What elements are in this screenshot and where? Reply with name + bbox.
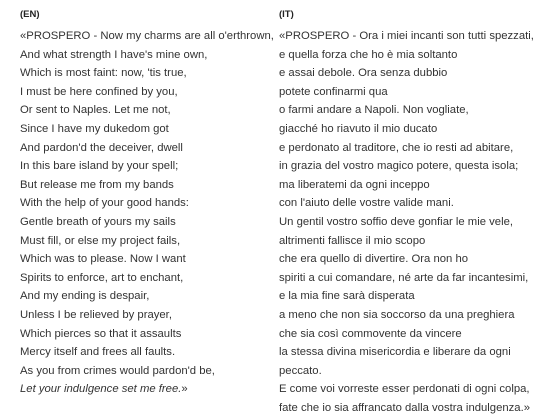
english-line: Spirits to enforce, art to enchant, xyxy=(20,271,184,284)
italian-line: E come voi vorreste esser perdonati di ogni colpa, xyxy=(279,383,530,396)
english-column xyxy=(20,6,274,399)
italian-line: ma liberatemi da ogni inceppo xyxy=(279,178,430,191)
english-line: I must be here confined by you, xyxy=(20,85,178,98)
italian-line: o farmi andare a Napoli. Non vogliate, xyxy=(279,104,469,117)
english-line: Or sent to Naples. Let me not, xyxy=(20,104,171,117)
english-line: With the help of your good hands: xyxy=(20,197,189,210)
italian-line: con l'aiuto delle vostre valide mani. xyxy=(279,197,454,210)
italian-line: che sia così commovente da vincere xyxy=(279,327,462,340)
english-line: And pardon'd the deceiver, dwell xyxy=(20,141,183,154)
english-line: «PROSPERO - Now my charms are all o'erthrown, xyxy=(20,30,274,42)
italian-line: peccato. xyxy=(279,364,322,377)
english-closing-quote: » xyxy=(181,383,188,396)
english-line: But release me from my bands xyxy=(20,178,174,191)
italian-column xyxy=(279,6,537,417)
english-language-label: (EN) xyxy=(20,9,40,20)
italian-line: in grazia del vostro magico potere, questa isola; xyxy=(279,160,519,173)
english-last-line xyxy=(20,380,270,399)
english-line: Mercy itself and frees all faults. xyxy=(20,346,176,359)
english-line: And what strength I have's mine own, xyxy=(20,48,208,61)
italian-line: «PROSPERO - Ora i miei incanti son tutti spezzati, xyxy=(279,30,534,42)
italian-line: che era quello di divertire. Ora non ho xyxy=(279,253,469,266)
italian-line: altrimenti fallisce il mio scopo xyxy=(279,234,426,247)
italian-line: la stessa divina misericordia e liberare da ogni xyxy=(279,346,511,359)
italian-line: e la mia fine sarà disperata xyxy=(279,290,415,303)
english-line: In this bare island by your spell; xyxy=(20,160,179,173)
english-line: Since I have my dukedom got xyxy=(20,122,169,135)
italian-line: e perdonato al traditore, che io resti ad abitare, xyxy=(279,141,514,154)
italian-line: giacché ho riavuto il mio ducato xyxy=(279,122,438,135)
italian-line: spiriti a cui comandare, né arte da far incantesimi, xyxy=(279,271,529,284)
italian-line: e quella forza che ho è mia soltanto xyxy=(279,48,458,61)
english-line: Must fill, or else my project fails, xyxy=(20,234,181,247)
italian-line: potete confinarmi qua xyxy=(279,85,388,98)
english-line: And my ending is despair, xyxy=(20,290,150,303)
english-line: Which was to please. Now I want xyxy=(20,253,186,266)
english-italic-text: Let your indulgence set me free. xyxy=(20,383,182,396)
english-line: Which is most faint: now, 'tis true, xyxy=(20,67,187,80)
english-line: Unless I be relieved by prayer, xyxy=(20,308,172,321)
italian-line: Un gentil vostro soffio deve gonfiar le mie vele, xyxy=(279,215,514,228)
italian-line: e assai debole. Ora senza dubbio xyxy=(279,67,448,80)
english-line: Which pierces so that it assaults xyxy=(20,327,182,340)
italian-language-label: (IT) xyxy=(279,9,294,20)
english-line: As you from crimes would pardon'd be, xyxy=(20,364,215,377)
italian-line: fate che io sia affrancato dalla vostra indulgenza.» xyxy=(279,401,530,414)
italian-line: a meno che non sia soccorso da una preghiera xyxy=(279,308,515,321)
english-line: Gentle breath of yours my sails xyxy=(20,215,176,228)
